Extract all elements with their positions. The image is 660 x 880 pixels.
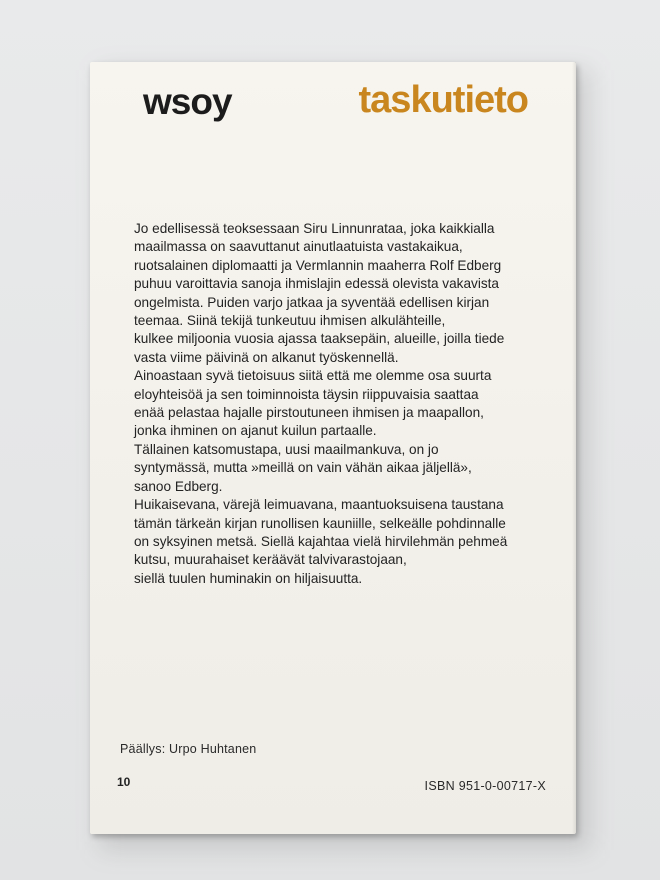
- blurb-text: [134, 220, 554, 588]
- blurb-line: puhuu varoittavia sanoja ihmislajin edessä olevista vakavista: [134, 276, 499, 292]
- blurb-line: Tällainen katsomustapa, uusi maailmankuva, on jo: [134, 441, 439, 457]
- blurb-line: eloyhteisöä ja sen toiminnoista täysin riippuvaisia saattaa: [134, 386, 479, 402]
- book-back-cover: [90, 62, 576, 834]
- cover-credit: Päällys: Urpo Huhtanen: [120, 742, 257, 756]
- blurb-line: ruotsalainen diplomaatti ja Vermlannin maaherra Rolf Edberg: [134, 257, 502, 273]
- blurb-line: kulkee miljoonia vuosia ajassa taaksepäin, alueille, joilla tiede: [134, 331, 505, 347]
- publisher-logo: wsoy: [143, 81, 232, 122]
- blurb-line: teemaa. Siinä tekijä tunkeutuu ihmisen alkulähteille,: [134, 313, 446, 329]
- blurb-line: maailmassa on saavuttanut ainutlaatuista vastakaikua,: [134, 239, 463, 255]
- blurb-line: tämän tärkeän kirjan runollisen kauniille, selkeälle pohdinnalle: [134, 515, 506, 531]
- blurb-line: kutsu, muurahaiset keräävät talvivarastojaan,: [134, 552, 407, 568]
- blurb-line: Huikaisevana, värejä leimuavana, maantuoksuisena taustana: [134, 497, 504, 513]
- blurb-line: ongelmista. Puiden varjo jatkaa ja syventää edellisen kirjan: [134, 294, 490, 310]
- blurb-line: siellä tuulen huminakin on hiljaisuutta.: [134, 570, 363, 586]
- book-edge: [572, 62, 576, 834]
- blurb-line: vasta viime päivinä on alkanut työskennellä.: [134, 349, 399, 365]
- series-logo: taskutieto: [358, 79, 528, 121]
- blurb-line: syntymässä, mutta »meillä on vain vähän aikaa jäljellä»,: [134, 460, 472, 476]
- series-number: 10: [117, 775, 131, 789]
- blurb-line: sanoo Edberg.: [134, 478, 223, 494]
- blurb-line: jonka ihminen on ajanut kuilun partaalle.: [134, 423, 377, 439]
- blurb-line: enää pelastaa hajalle pirstoutuneen ihmisen ja maapallon,: [134, 405, 484, 421]
- blurb-line: Jo edellisessä teoksessaan Siru Linnunrataa, joka kaikkialla: [134, 221, 495, 236]
- blurb-line: on syksyinen metsä. Siellä kajahtaa vielä hirvilehmän pehmeä: [134, 533, 508, 549]
- isbn: ISBN 951-0-00717-X: [424, 779, 546, 793]
- blurb-line: Ainoastaan syvä tietoisuus siitä että me olemme osa suurta: [134, 368, 492, 384]
